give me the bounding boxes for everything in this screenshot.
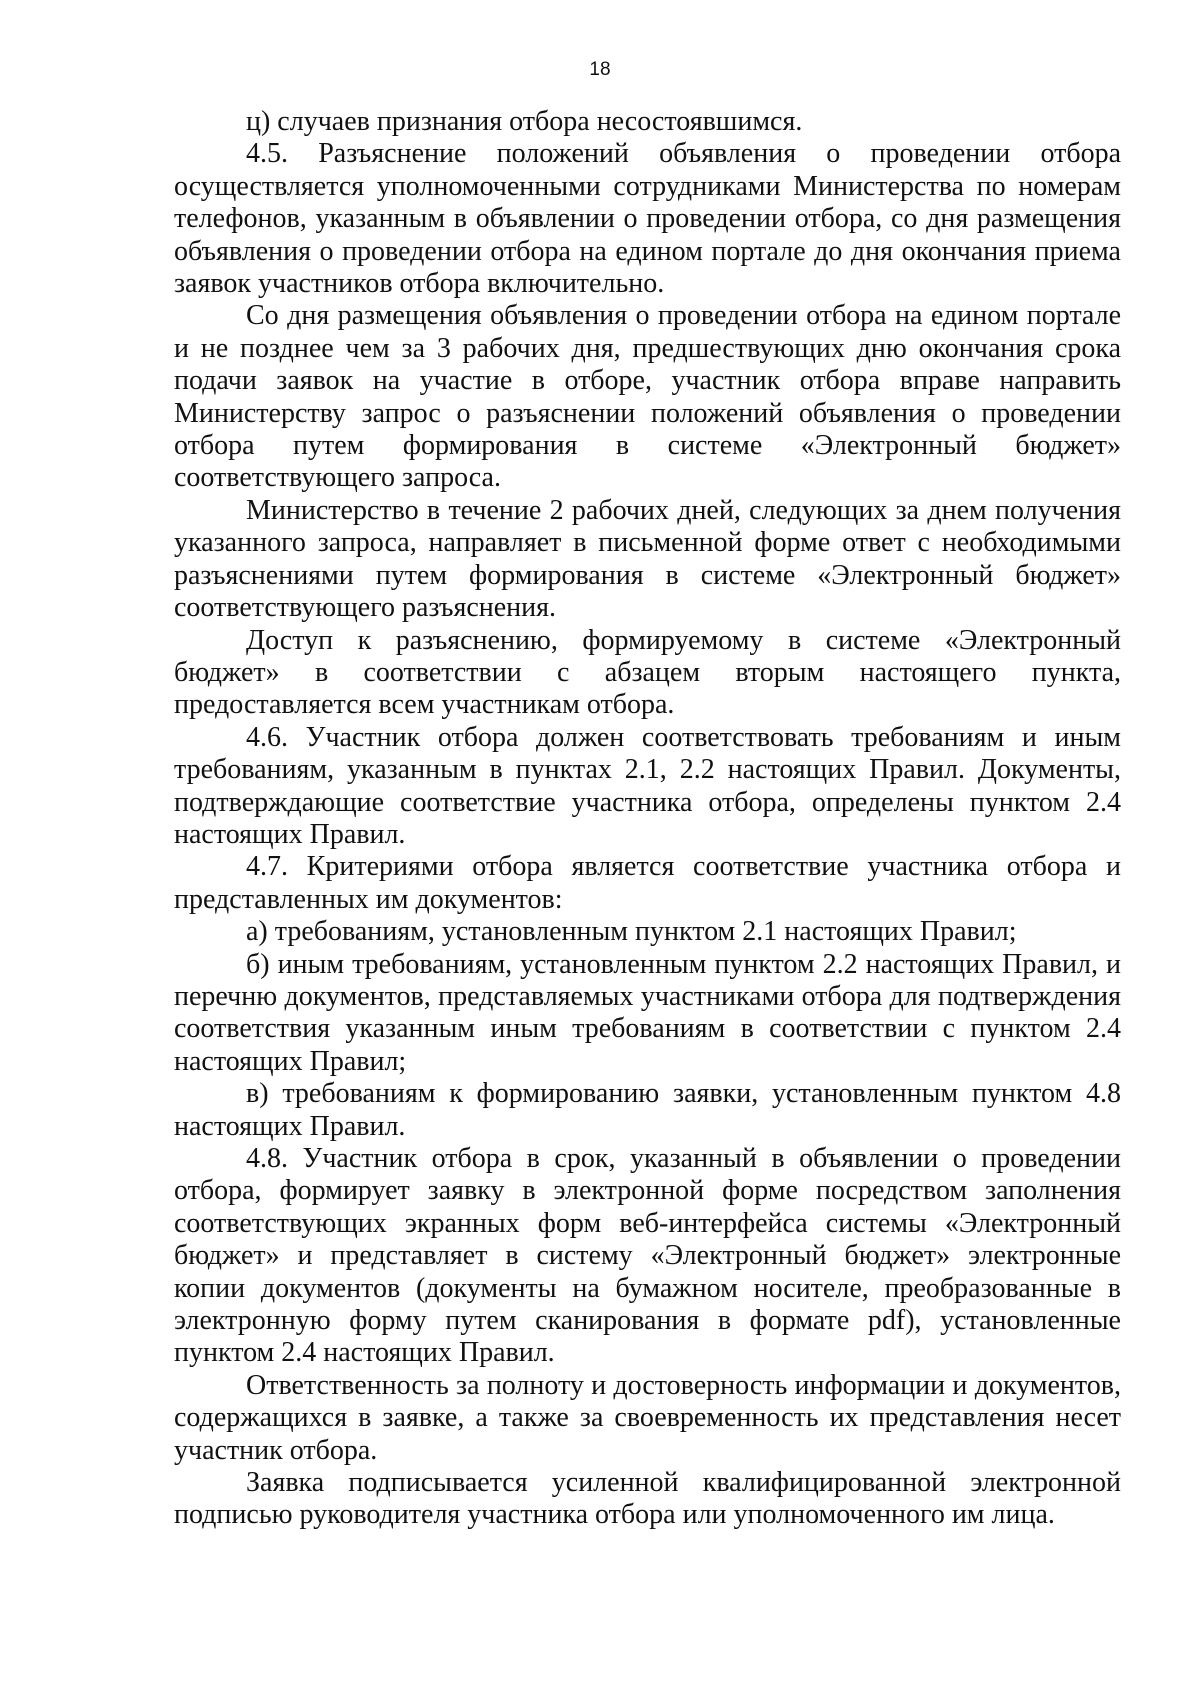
paragraph-responsibility: Ответственность за полноту и достоверность информации и документов, содержащихся в заявке, а также за своевременность их представления несет участник отбора. (174, 1369, 1121, 1466)
paragraph-clarification-request: Со дня размещения объявления о проведении отбора на едином портале и не позднее чем за 3 рабочих дня, предшествующих дню окончания срока подачи заявок на участие в отборе, участник отбора вправе направить Министерству запрос о разъяснении положений объявления о проведении отбора путем формирования в системе «Электронный бюджет» соответствующего запроса. (174, 300, 1121, 494)
paragraph-item-c-failed-selection: ц) случаев признания отбора несостоявшимся. (246, 106, 803, 137)
paragraph-4-6-requirements: 4.6. Участник отбора должен соответствовать требованиям и иным требованиям, указанным в пунктах 2.1, 2.2 настоящих Правил. Документы, подтверждающие соответствие участника отбора, определены пунктом 2.4 настоящих Правил. (174, 721, 1121, 850)
paragraph-clarification-access: Доступ к разъяснению, формируемому в системе «Электронный бюджет» в соответствии с абзацем вторым настоящего пункта, предоставляется всем участникам отбора. (174, 624, 1121, 721)
paragraph-criterion-b: б) иным требованиям, установленным пунктом 2.2 настоящих Правил, и перечню документов, представляемых участниками отбора для подтверждения соответствия указанным иным требованиям в соответствии с пунктом 2.4 настоящих Правил; (174, 948, 1121, 1077)
page-number: 18 (589, 59, 611, 80)
paragraph-criterion-c: в) требованиям к формированию заявки, установленным пунктом 4.8 настоящих Правил. (174, 1078, 1121, 1142)
paragraph-4-5-clarification: 4.5. Разъяснение положений объявления о проведении отбора осуществляется уполномоченными сотрудниками Министерства по номерам телефонов, указанным в объявлении о проведении отбора, со дня размещения объявления о проведении отбора на едином портале до дня окончания приема заявок участников отбора включительно. (174, 138, 1121, 300)
paragraph-4-7-criteria: 4.7. Критериями отбора является соответствие участника отбора и представленных им документов: (174, 851, 1121, 915)
paragraph-criterion-a: а) требованиям, установленным пунктом 2.1 настоящих Правил; (246, 916, 1017, 948)
paragraph-ministry-response: Министерство в течение 2 рабочих дней, следующих за днем получения указанного запроса, направляет в письменной форме ответ с необходимыми разъяснениями путем формирования в системе «Электронный бюджет» соответствующего разъяснения. (174, 494, 1121, 624)
paragraph-signature: Заявка подписывается усиленной квалифицированной электронной подписью руководителя участника отбора или уполномоченного им лица. (174, 1467, 1121, 1531)
document-body (174, 106, 1121, 1532)
paragraph-4-8-application: 4.8. Участник отбора в срок, указанный в объявлении о проведении отбора, формирует заявку в электронной форме посредством заполнения соответствующих экранных форм веб-интерфейса системы «Электронный бюджет» и представляет в систему «Электронный бюджет» электронные копии документов (документы на бумажном носителе, преобразованные в электронную форму путем сканирования в формате pdf), установленные пунктом 2.4 настоящих Правил. (174, 1143, 1121, 1369)
